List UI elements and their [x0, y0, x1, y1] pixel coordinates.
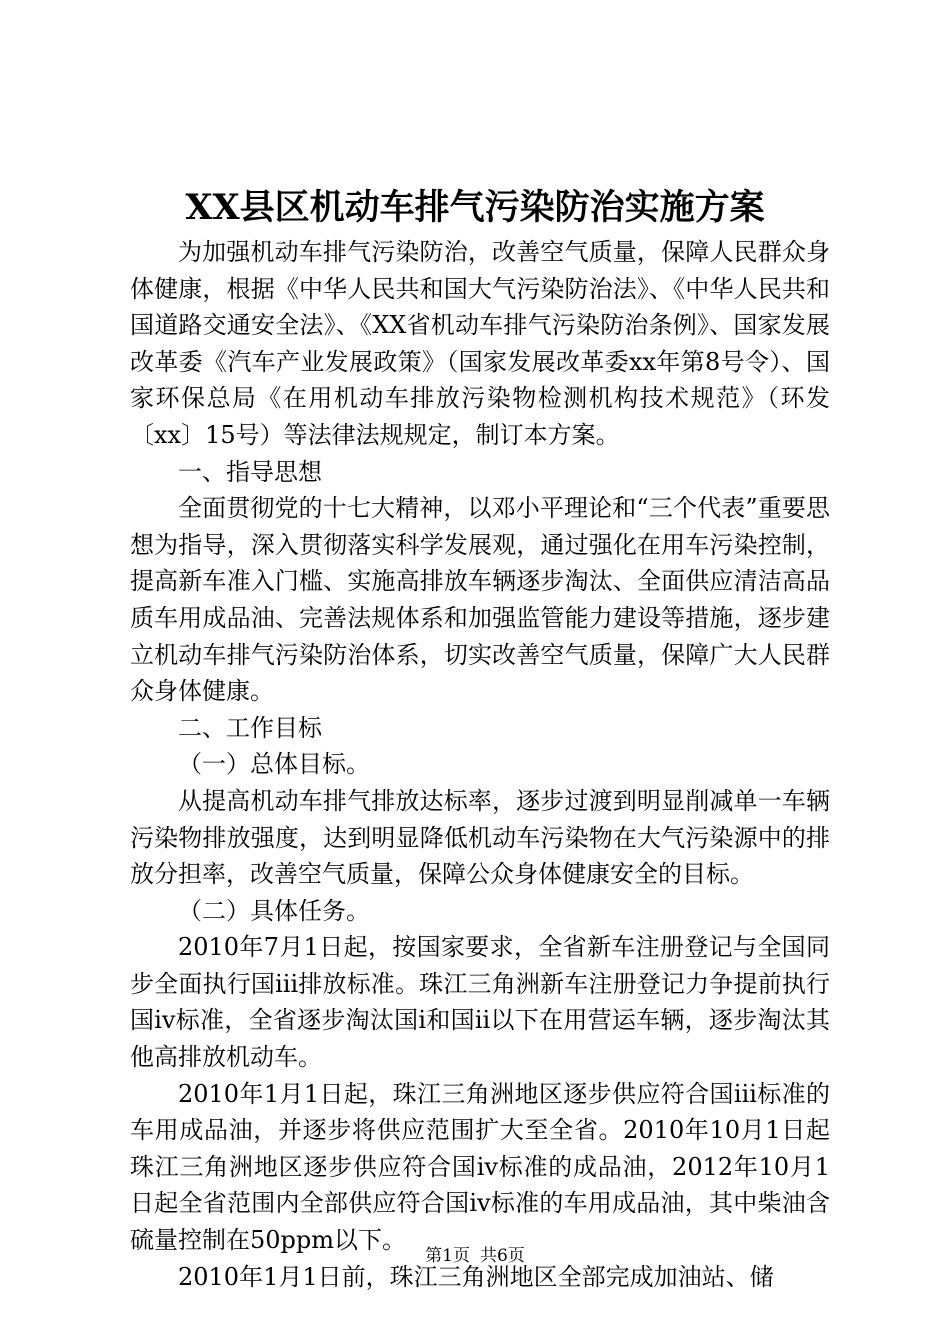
- paragraph-task-new-vehicles: 2010年7月1日起，按国家要求，全省新车注册登记与全国同步全面执行国ⅲ排放标准。珠江三角洲新车注册登记力争提前执行国ⅳ标准，全省逐步淘汰国ⅰ和国ⅱ以下在用营运车辆，逐步淘汰其他高排放机动车。: [130, 933, 830, 1072]
- paragraph-overall-goal: 从提高机动车排气排放达标率，逐步过渡到明显削减单一车辆污染物排放强度，达到明显降低机动车污染物在大气污染源中的排放分担率，改善空气质量，保障公众身体健康安全的目标。: [130, 786, 830, 889]
- section-heading-guiding-ideology: 一、指导思想: [178, 457, 322, 486]
- paragraph-guiding-ideology: 全面贯彻党的十七大精神，以邓小平理论和“三个代表”重要思想为指导，深入贯彻落实科学发展观，通过强化在用车污染控制，提高新车准入门槛、实施高排放车辆逐步淘汰、全面供应清洁高品质车用成品油、完善法规体系和加强监管能力建设等措施，逐步建立机动车排气污染防治体系，切实改善空气质量，保障广大人民群众身体健康。: [130, 494, 830, 706]
- paragraph-task-fuel-supply: 2010年1月1日起，珠江三角洲地区逐步供应符合国ⅲ标准的车用成品油，并逐步将供应范围扩大至全省。2010年10月1日起珠江三角洲地区逐步供应符合国ⅳ标准的成品油，2012年10月1日起全省范围内全部供应符合国ⅳ标准的车用成品油，其中柴油含硫量控制在50ppm以下。: [130, 1079, 830, 1255]
- document-title: XX县区机动车排气污染防治实施方案: [185, 187, 765, 228]
- page-number-current: 第1页: [425, 1246, 470, 1266]
- page-number-total: 共6页: [480, 1246, 525, 1266]
- subsection-heading-overall-goal: （一）总体目标。: [178, 750, 370, 779]
- subsection-heading-specific-tasks: （二）具体任务。: [178, 896, 370, 925]
- document-body: [130, 234, 830, 1295]
- page-footer: [0, 1244, 950, 1268]
- paragraph-intro: 为加强机动车排气污染防治，改善空气质量，保障人民群众身体健康，根据《中华人民共和国大气污染防治法》、《中华人民共和国道路交通安全法》、《XX省机动车排气污染防治条例》、国家发展改革委《汽车产业发展政策》（国家发展改革委xx年第8号令）、国家环保总局《在用机动车排放污染物检测机构技术规范》（环发〔xx〕15号）等法律法规规定，制订本方案。: [130, 238, 830, 449]
- paragraph-task-gas-stations: 2010年1月1日前，珠江三角洲地区全部完成加油站、储: [178, 1262, 774, 1291]
- section-heading-work-goals: 二、工作目标: [178, 713, 322, 742]
